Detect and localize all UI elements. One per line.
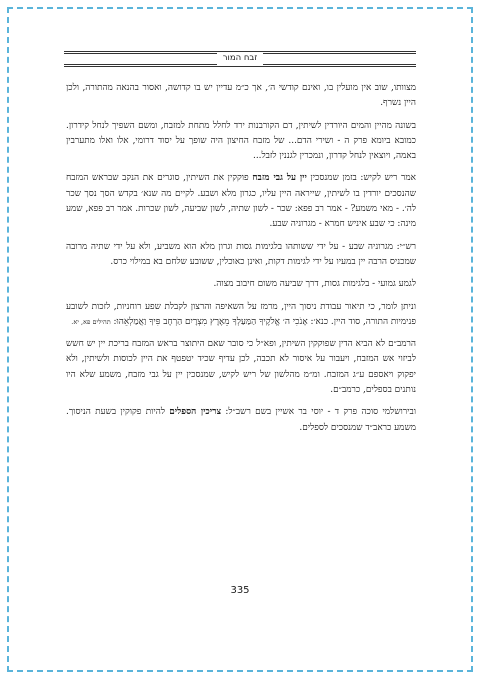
paragraph-5: לגמע גמועי - בלגימות גסות, דרך שביעה משום חיבוב מצוה.	[213, 279, 416, 290]
paragraph-2: בשונה מהיין והמים היורדין לשיתין, דם הקורבנות ירד לחלל מתחת למזבח, ומשם השפיך לנחל קידרון. כמובא ביומא פרק ה - ושירי הדם... של מזבח החיצון היה שופך על יסוד דרומי, אלו ואלו מתערבין באמה, ויוצאין לנחל קדרון, ונמכרין לגננין לזבל...	[66, 120, 416, 162]
paragraph-7: הרמב״ם לא הביא הדין שפוקקין השיתין, ופא״ל כי סובר שאם היתוצר בראש המזבח בריכת יין יש חשש לביזוי אש המזבח, ויעבור על איסור לא תכבה, לכן עדיף שכיד יטפטף את היין לכוסות ולשיתין, ולא יפקוק ויאספם ע״ג המזבח. ומ״מ מהלשון של ריש לקיש, שמנסכין יין על גבי מזבח, משמע שלא היו נותנים בספלים, כרמב״ם.	[66, 339, 416, 396]
paragraph-8-text-cont: להיות פקוקין בשעת הניסוך. משמע כראב״ד שמנסכים לספלים.	[66, 407, 416, 433]
paragraph-3-bold-phrase: יין על גבי מזבח	[252, 173, 307, 184]
paragraph-8-text: ובירושלמי סוכה פרק ד - יוסי בר אשיין בשם רשב״ל:	[221, 407, 416, 418]
paragraph-8-bold-phrase: צריכין הספלים	[169, 407, 222, 418]
verse-citation: תהילים פא, יא.	[71, 317, 111, 326]
page-number: 335	[230, 585, 250, 596]
book-title: זבח המור	[217, 52, 264, 65]
paragraph-6	[66, 300, 416, 331]
body-text	[66, 81, 416, 443]
paragraph-6-text: וניתן לומר, כי תיאור עבודת ניסוך היין, מרמז על השאיפה והרצון לקבלת שפע רוחניות, לזכות לשובע פנימיות התורה, סוד היין. כנא׳: אָנֹכִי ה׳ אֱלֹקֶיךָ הַמַּעַלְךָ מֵאֶרֶץ מִצְרָיִם הַרְחֶב פִּיךָ וַאֲמַלְאֵהוּ:	[66, 301, 416, 327]
paragraph-3-text-cont: פוקקין את השיתין, סוגרים את הנקב שבראש המזבח שהנסכים יורדין בו לשיתין, שייראה היין עליו, כגרון מלא ושבע. לקיים מה שנא׳ בקדש הסך נסך שכר לה׳. - מאי משמע? - אמר רב פפא: שכר - לשון שתיה, לשון שביעה, לשון שכרות. אמר רב פפא, שמע מינה: כי שבע איניש חמרא - מגרוניה שבע.	[66, 173, 416, 230]
paragraph-4: רש״י: מגרוניה שבע - על ידי ששותהו בלגימות גסות וגרון מלא הוא משביע, ולא על ידי שתיה מרובה שמכניס הרבה יין במעיו על ידי לגימות דקות, ואינן כאוכלין, ששובע שלחם בא במילוי כרס.	[66, 241, 416, 267]
paragraph-1: מצוותו, שוב אין מועלין בו, ואינם קודשי ה׳, אך כ״מ עדיין יש בו קדושה, ואסור בהנאה מהתורה, ולכן היין נשרף.	[66, 83, 416, 109]
header-rule-bottom	[64, 66, 416, 67]
running-head	[0, 51, 480, 66]
paragraph-8	[66, 405, 416, 436]
paragraph-3-text: אמר ריש לקיש: בזמן שמנסכין	[306, 173, 416, 184]
paragraph-3	[66, 171, 416, 232]
